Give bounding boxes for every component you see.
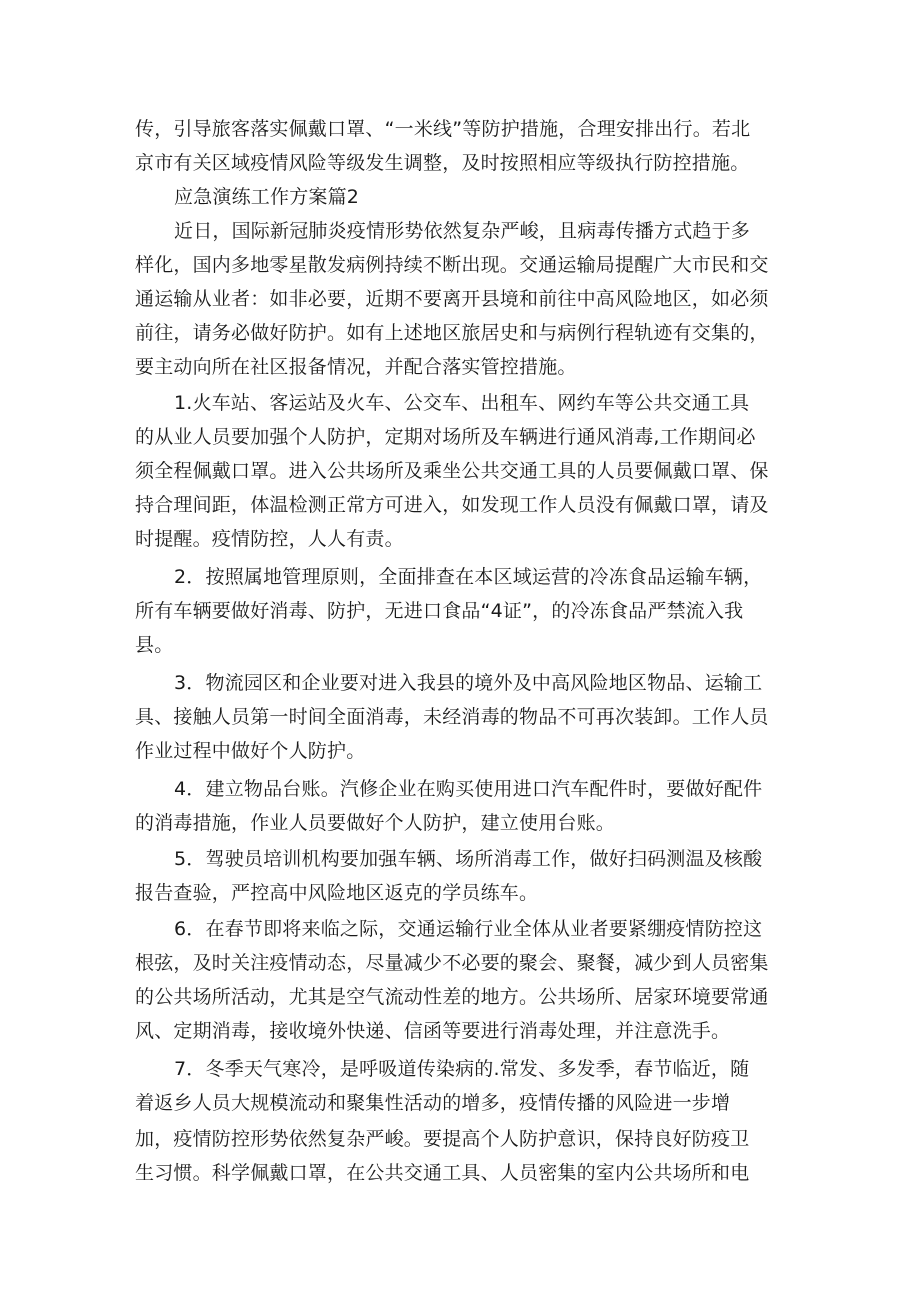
text-line: 的公共场所活动，尤其是空气流动性差的地方。公共场所、居家环境要常通 (135, 986, 769, 1008)
text-line: 时提醒。疫情防控，人人有责。 (135, 528, 404, 550)
text-line: 持合理间距，体温检测正常方可进入，如发现工作人员没有佩戴口罩，请及 (135, 494, 769, 516)
text-line: 5．驾驶员培训机构要加强车辆、场所消毒工作，做好扫码测温及核酸 (174, 848, 763, 870)
text-line: 1.火车站、客运站及火车、公交车、出租车、网约车等公共交通工具 (174, 392, 750, 414)
text-line: 根弦，及时关注疫情动态，尽量减少不必要的聚会、聚餐，减少到人员密集 (135, 952, 769, 974)
text-line: 京市有关区域疫情风险等级发生调整，及时按照相应等级执行防控措施。 (135, 152, 750, 174)
section-heading: 应急演练工作方案篇2 (174, 186, 360, 208)
text-line: 3．物流园区和企业要对进入我县的境外及中高风险地区物品、运输工 (174, 672, 763, 694)
text-line: 7．冬季天气寒冷，是呼吸道传染病的.常发、多发季，春节临近，随 (174, 1058, 750, 1080)
text-line: 的从业人员要加强个人防护，定期对场所及车辆进行通风消毒,工作期间必 (135, 426, 756, 448)
text-line: 生习惯。科学佩戴口罩，在公共交通工具、人员密集的室内公共场所和电 (135, 1162, 750, 1184)
text-line: 风、定期消毒，接收境外快递、信函等要进行消毒处理，并注意洗手。 (135, 1020, 731, 1042)
text-line: 县。 (135, 634, 174, 656)
text-line: 着返乡人员大规模流动和聚集性活动的增多，疫情传播的风险进一步增 (135, 1092, 731, 1114)
text-line: 近日，国际新冠肺炎疫情形势依然复杂严峻，且病毒传播方式趋于多 (174, 220, 751, 242)
text-line: 的消毒措施，作业人员要做好个人防护，建立使用台账。 (135, 812, 616, 834)
text-line: 加，疫情防控形势依然复杂严峻。要提高个人防护意识，保持良好防疫卫 (135, 1128, 750, 1150)
text-line: 报告查验，严控高中风险地区返克的学员练车。 (135, 882, 539, 904)
text-line: 4．建立物品台账。汽修企业在购买使用进口汽车配件时，要做好配件 (174, 778, 763, 800)
text-line: 样化，国内多地零星散发病例持续不断出现。交通运输局提醒广大市民和交 (135, 254, 769, 276)
text-line: 所有车辆要做好消毒、防护，无进口食品“4证”，的冷冻食品严禁流入我 (135, 600, 744, 622)
text-line: 具、接触人员第一时间全面消毒，未经消毒的物品不可再次装卸。工作人员 (135, 706, 769, 728)
text-line: 前往，请务必做好防护。如有上述地区旅居史和与病例行程轨迹有交集的， (135, 322, 769, 344)
text-line: 传，引导旅客落实佩戴口罩、“一米线”等防护措施，合理安排出行。若北 (135, 118, 751, 140)
text-line: 作业过程中做好个人防护。 (135, 740, 366, 762)
text-line: 6．在春节即将来临之际，交通运输行业全体从业者要紧绷疫情防控这 (174, 918, 763, 940)
text-line: 须全程佩戴口罩。进入公共场所及乘坐公共交通工具的人员要佩戴口罩、保 (135, 460, 769, 482)
text-line: 2．按照属地管理原则，全面排查在本区域运营的冷冻食品运输车辆， (174, 566, 763, 588)
text-line: 通运输从业者：如非必要，近期不要离开县境和前往中高风险地区，如必须 (135, 288, 769, 310)
text-line: 要主动向所在社区报备情况，并配合落实管控措施。 (135, 356, 577, 378)
